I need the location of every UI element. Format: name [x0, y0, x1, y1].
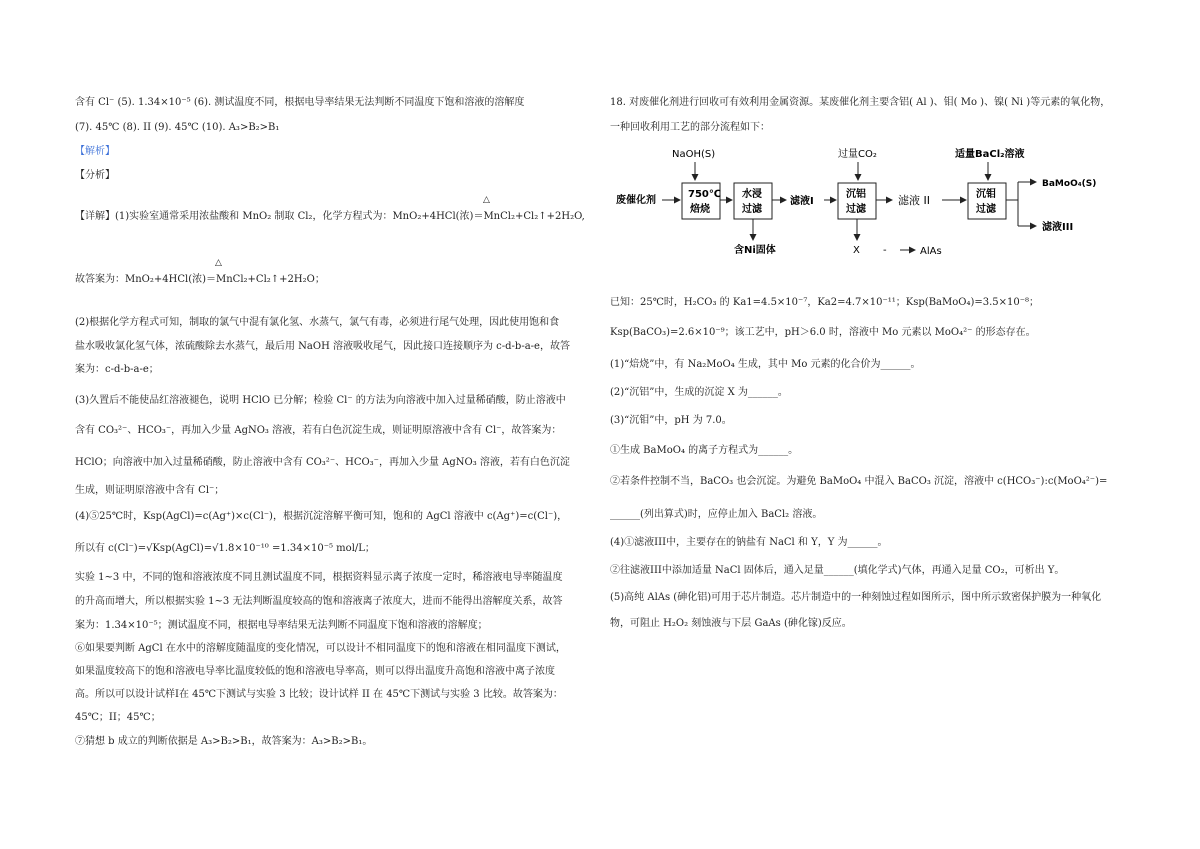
bacl2-label: 适量BaCl₂溶液	[955, 149, 1025, 160]
roast-temp: 750℃	[688, 189, 721, 200]
para6-line-d: 45℃；II；45℃；	[75, 712, 161, 723]
mo-precip-label-b: 过滤	[976, 204, 996, 215]
para4-line-b: 所以有 c(Cl⁻)=√Ksp(AgCl)=√1.8×10⁻¹⁰ =1.34×10⁻⁵ mol/L；	[75, 543, 375, 554]
roast-label: 焙烧	[690, 204, 710, 215]
para2-line-a: (2)根据化学方程式可知，制取的氯气中混有氯化氢、水蒸气，氯气有毒，必须进行尾气处理，因此使用饱和食	[75, 317, 560, 328]
para6-line-b: 如果温度较高下的饱和溶液电导率比温度较低的饱和溶液电导率高，则可以得出温度升高饱和溶液中离子浓度	[75, 666, 555, 677]
para6-line-c: 高。所以可以设计试样Ⅰ在 45℃下测试与实验 3 比较；设计试样 II 在 45℃下测试与实验 3 比较。故答案为：	[75, 689, 563, 700]
al-precip-label-a: 沉铝	[846, 189, 866, 200]
sub-question-4b: ②往滤液III中添加适量 NaCl 固体后，通入足量______(填化学式)气体，再通入足量 CO₂，可析出 Y。	[610, 565, 1065, 576]
ni-solid-label: 含Ni固体	[734, 245, 776, 256]
para2-line-c: 案为：c-d-b-a-e；	[75, 364, 159, 375]
para5-line-b: 的升高而增大，所以根据实验 1~3 无法判断温度较高的饱和溶液离子浓度大，进而不能得出溶解度关系，故答	[75, 596, 563, 607]
sub-question-1: (1)“焙烧”中，有 Na₂MoO₄ 生成，其中 Mo 元素的化合价为______。	[610, 359, 921, 370]
sub-question-5-line-1: (5)高纯 AlAs (砷化铝)可用于芯片制造。芯片制造中的一种刻蚀过程如图所示，图中所示致密保护膜为一种氧化	[610, 592, 1102, 603]
dash-label: -	[883, 245, 887, 256]
filtrate-3-label: 滤液III	[1042, 222, 1074, 233]
para7-line: ⑦猜想 b 成立的判断依据是 A₃>B₂>B₁，故答案为：A₃>B₂>B₁。	[75, 736, 373, 747]
known-line-2: Ksp(BaCO₃)=2.6×10⁻⁹；该工艺中，pH＞6.0 时，溶液中 Mo 元素以 MoO₄²⁻ 的形态存在。	[610, 327, 1036, 338]
para2-line-b: 盐水吸收氯化氢气体，浓硫酸除去水蒸气，最后用 NaOH 溶液吸收尾气，因此接口连接顺序为 c-d-b-a-e，故答	[75, 341, 570, 352]
para3-line-b: 含有 CO₃²⁻、HCO₃⁻，再加入少量 AgNO₃ 溶液，若有白色沉淀生成，则证明原溶液中含有 Cl⁻，故答案为：	[75, 425, 562, 436]
para3-line-a: (3)久置后不能使品红溶液褪色，说明 HClO 已分解；检验 Cl⁻ 的方法为向溶液中加入过量稀硝酸，防止溶液中	[75, 395, 566, 406]
known-line-1: 已知：25℃时，H₂CO₃ 的 Ka1=4.5×10⁻⁷，Ka2=4.7×10⁻¹¹；Ksp(BaMoO₄)=3.5×10⁻⁸；	[610, 297, 1040, 308]
para3-line-d: 生成，则证明原溶液中含有 Cl⁻；	[75, 485, 225, 496]
para6-line-a: ⑥如果要判断 AgCl 在水中的溶解度随温度的变化情况，可以设计不相同温度下的饱和溶液在相同温度下测试，	[75, 643, 566, 654]
para5-line-c: 案为：1.34×10⁻⁵；测试温度不同，根据电导率结果无法判断不同温度下饱和溶液的溶解度；	[75, 620, 488, 631]
bamoo4-label: BaMoO₄(S)	[1042, 179, 1097, 189]
question-intro-1: 18. 对废催化剂进行回收可有效利用金属资源。某废催化剂主要含铝( Al )、钼( Mo )、镍( Ni )等元素的氧化物，	[610, 97, 1111, 108]
sub-question-3: (3)“沉钼”中，pH 为 7.0。	[610, 415, 732, 426]
naoh-label: NaOH(S)	[672, 149, 716, 160]
heat-mark-1: △	[483, 195, 490, 205]
filtrate-1-label: 滤液I	[790, 196, 814, 207]
heat-mark-2: △	[215, 258, 222, 268]
sub-question-3a: ①生成 BaMoO₄ 的离子方程式为______。	[610, 445, 799, 456]
sub-question-2: (2)“沉铝”中，生成的沉淀 X 为______。	[610, 387, 788, 398]
answer-line-2: (7). 45℃ (8). II (9). 45℃ (10). A₃>B₂>B₁	[75, 122, 280, 133]
mo-precip-label-a: 沉钼	[976, 189, 996, 200]
question-intro-2: 一种回收利用工艺的部分流程如下：	[610, 122, 770, 133]
para5-line-a: 实验 1~3 中，不同的饱和溶液浓度不同且测试温度不同，根据资料显示离子浓度一定时，稀溶液电导率随温度	[75, 572, 563, 583]
al-precip-label-b: 过滤	[846, 204, 866, 215]
filtrate-2-label: 滤液 II	[898, 194, 930, 207]
sub-question-5-line-2: 物，可阻止 H₂O₂ 刻蚀液与下层 GaAs (砷化镓)反应。	[610, 618, 852, 629]
detail-line-2: 故答案为：MnO₂+4HCl(浓)＝MnCl₂+Cl₂↑+2H₂O；	[75, 274, 325, 285]
process-flow-diagram	[610, 140, 1130, 265]
sub-question-3b-line-1: ②若条件控制不当，BaCO₃ 也会沉淀。为避免 BaMoO₄ 中混入 BaCO₃ 沉淀，溶液中 c(HCO₃⁻):c(MoO₄²⁻)=	[610, 476, 1108, 487]
para4-line-a: (4)⑤25℃时，Ksp(AgCl)=c(Ag⁺)×c(Cl⁻)，根据沉淀溶解平衡可知，饱和的 AgCl 溶液中 c(Ag⁺)=c(Cl⁻)，	[75, 511, 568, 522]
sub-question-4a: (4)①滤液III中，主要存在的钠盐有 NaCl 和 Y，Y 为______。	[610, 537, 888, 548]
answer-line-1: 含有 Cl⁻ (5). 1.34×10⁻⁵ (6). 测试温度不同，根据电导率结果无法判断不同温度下饱和溶液的溶解度	[75, 97, 525, 108]
co2-label: 过量CO₂	[838, 149, 877, 160]
leach-label-a: 水浸	[742, 189, 762, 200]
para3-line-c: HClO；向溶液中加入过量稀硝酸，防止溶液中含有 CO₃²⁻、HCO₃⁻，再加入少量 AgNO₃ 溶液，若有白色沉淀	[75, 457, 570, 468]
detail-line-1: 【详解】(1)实验室通常采用浓盐酸和 MnO₂ 制取 Cl₂，化学方程式为：MnO₂+4HCl(浓)＝MnCl₂+Cl₂↑+2H₂O,	[75, 211, 585, 222]
x-label: X	[853, 245, 860, 256]
jiexi-heading: 【解析】	[75, 146, 115, 157]
fenxi-heading: 【分析】	[75, 170, 115, 181]
alas-label: AlAs	[920, 246, 942, 257]
sub-question-3b-line-2: ______(列出算式)时，应停止加入 BaCl₂ 溶液。	[610, 509, 823, 520]
feed-label: 废催化剂	[616, 195, 656, 206]
leach-label-b: 过滤	[742, 204, 762, 215]
